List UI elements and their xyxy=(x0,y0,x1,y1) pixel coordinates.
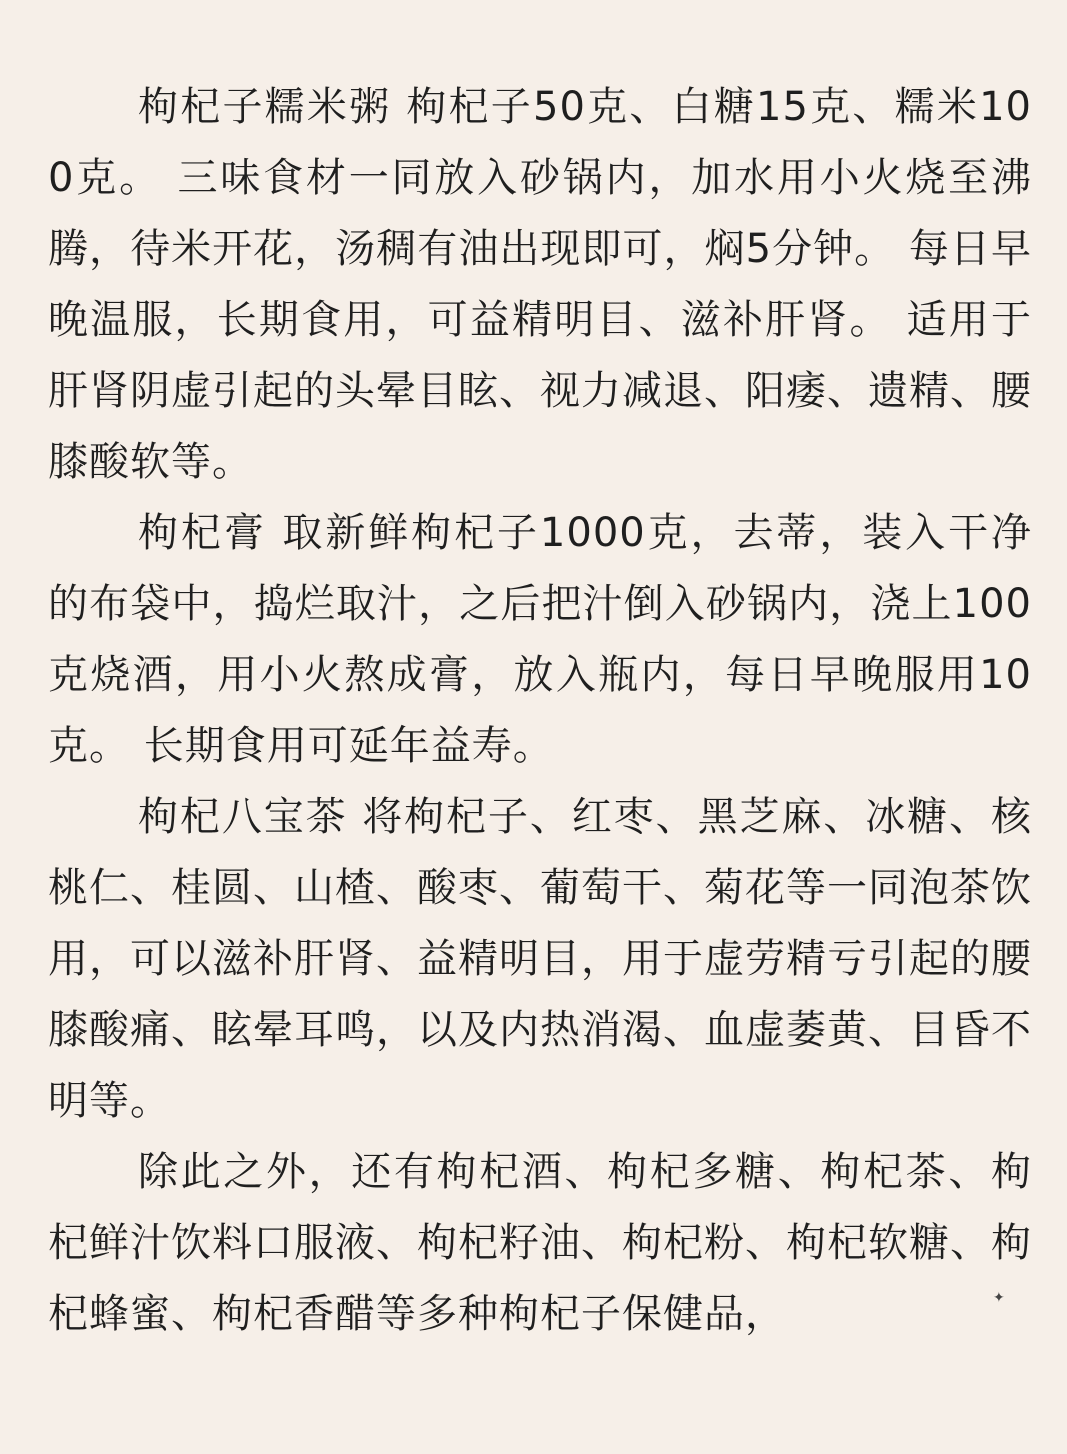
cursor-mark-icon: ✦ xyxy=(993,1290,1005,1306)
paragraph-goji-tea: 枸杞八宝茶 将枸杞子、红枣、黑芝麻、冰糖、核桃仁、桂圆、山楂、酸枣、葡萄干、菊花等一同泡茶饮用，可以滋补肝肾、益精明目，用于虚劳精亏引起的腰膝酸痛、眩晕耳鸣，以及内热消渴、血虚萎黄、目昏不明等。 xyxy=(48,794,1032,1124)
paragraph-other-products: 除此之外，还有枸杞酒、枸杞多糖、枸杞茶、枸杞鲜汁饮料口服液、枸杞籽油、枸杞粉、枸杞软糖、枸杞蜂蜜、枸杞香醋等多种枸杞子保健品， xyxy=(48,1149,1032,1337)
paragraph-goji-porridge: 枸杞子糯米粥 枸杞子50克、白糖15克、糯米100克。 三味食材一同放入砂锅内，加水用小火烧至沸腾，待米开花，汤稠有油出现即可，焖5分钟。 每日早晚温服，长期食用，可益精明目、滋补肝肾。 适用于肝肾阴虚引起的头晕目眩、视力减退、阳痿、遗精、腰膝酸软等。 xyxy=(48,84,1032,485)
paragraph-goji-paste: 枸杞膏 取新鲜枸杞子1000克，去蒂，装入干净的布袋中，捣烂取汁，之后把汁倒入砂锅内，浇上100克烧酒，用小火熬成膏，放入瓶内，每日早晚服用10克。 长期食用可延年益寿。 xyxy=(48,510,1032,769)
article-body xyxy=(48,72,1032,1350)
